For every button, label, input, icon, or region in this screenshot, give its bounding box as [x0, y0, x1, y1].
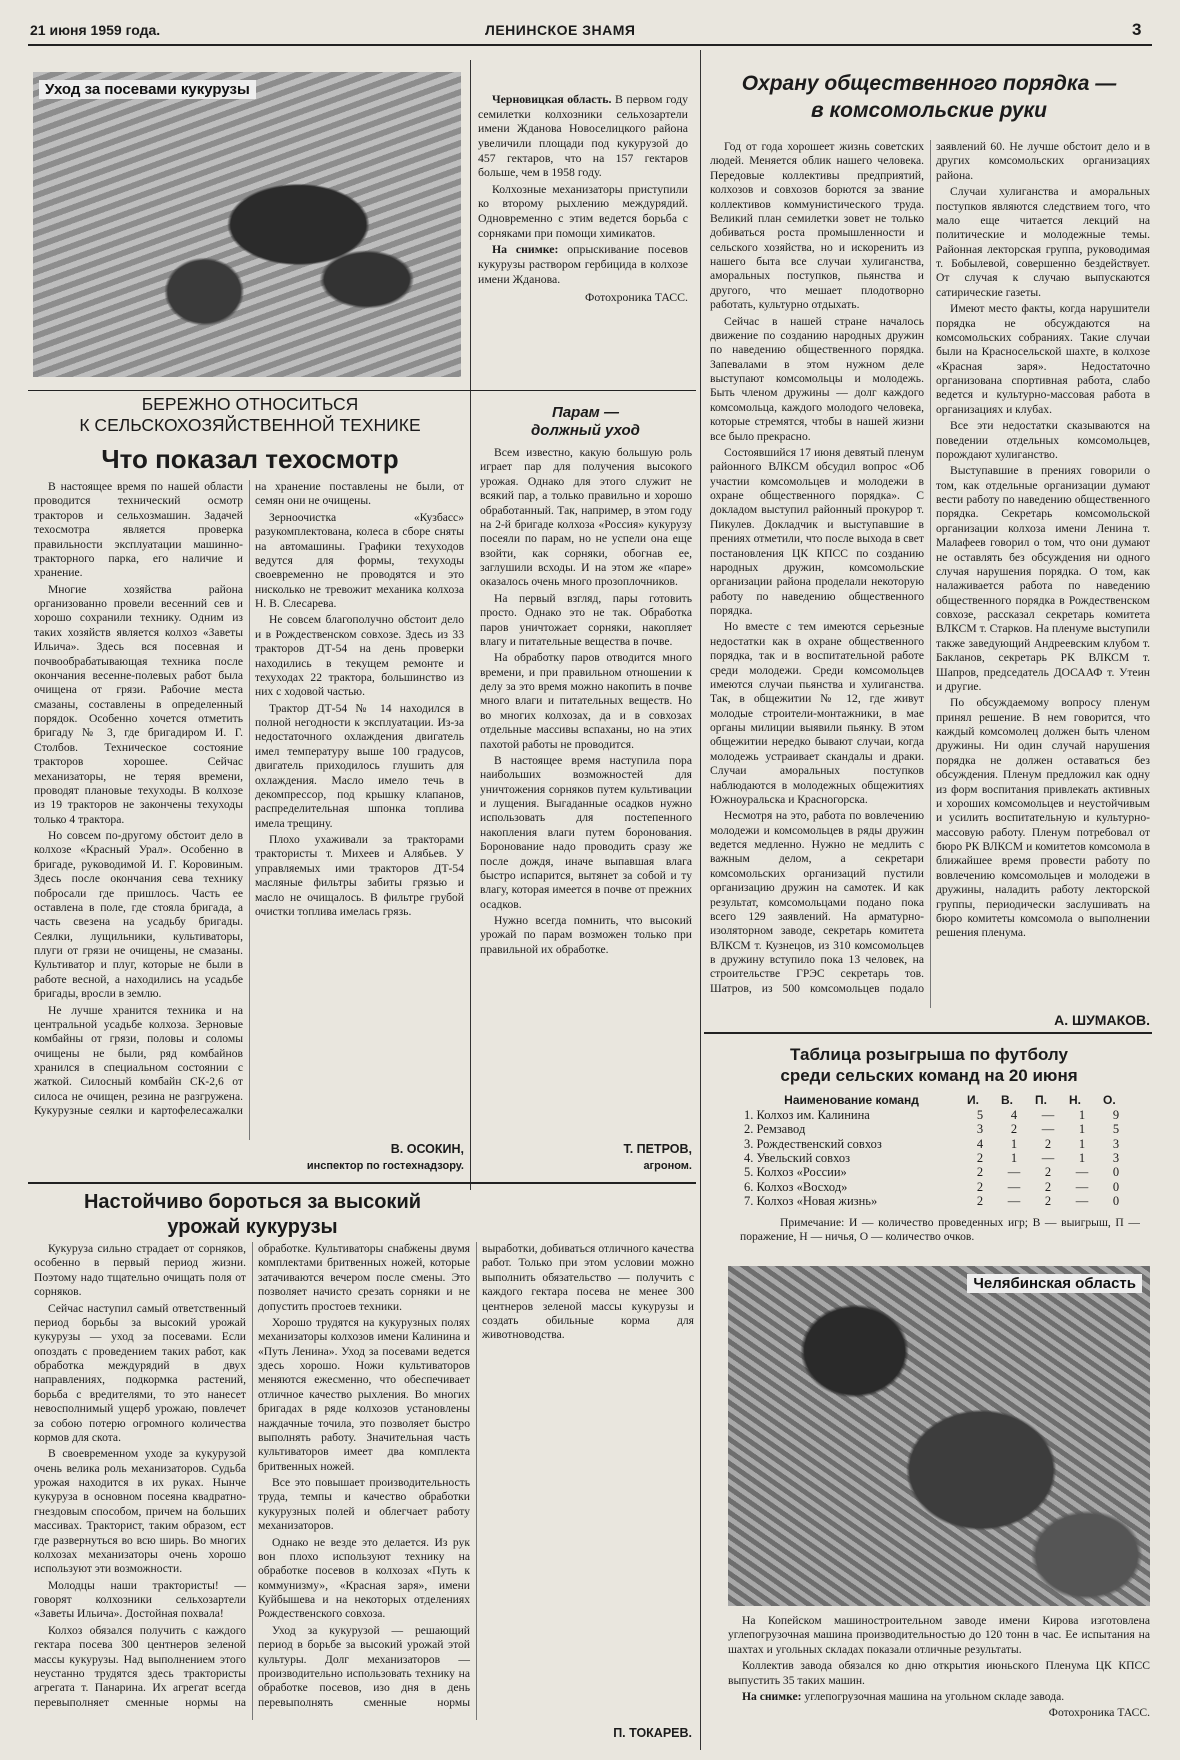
points: 0	[1112, 1165, 1120, 1180]
football-note: Примечание: И — количество проведенных игр; В — выигрыш, П — поражение, Н — ничья, О — количество очков.	[740, 1216, 1140, 1244]
draws: 1	[1078, 1107, 1086, 1122]
kukuruza-title-line-2: урожай кукурузы	[167, 1216, 338, 1238]
column-rule	[470, 60, 471, 1190]
article-paragraph: Хорошо трудятся на кукурузных полях механизаторы колхозов имени Калинина и «Путь Ленина». Уход за посевами ведется здесь хорошо. Ножи культиваторов меняются ежесменно, что обеспечивает отличное качество рыхления. Во многих бригадах в ряде колхозов установлены наждачные точила, это позволяет быстро выполнять работу. Значительная часть культиваторов имеет два комплекта бритвенных ножей.	[258, 1315, 470, 1473]
col-header: П.	[1035, 1093, 1047, 1107]
article-paragraph: На обработку паров отводится много времени, и при правильном отношении к делу за это время можно накопить в почве много влаги и питательных веществ. Но во многих колхозах, да и в совхозах отдельные массивы вспаханы, но на этих пахотой работы не проводится.	[480, 651, 692, 751]
article-paragraph: Не лучше хранится техника и на центральной усадьбе колхоза. Зерновые комбайны от грязи, половы и соломы очищены не были, ряд комбайнов хранился в специальном состоянии с жаткой. Силосный комбайн СК-2,6 от силоса не очищен, резина не разгружена. Кукурузные сеялки и картофелесажалки на хранение поставлены не были, от семян они не очищены.	[34, 480, 464, 1118]
techosmotr-author: В. ОСОКИН,	[390, 1142, 464, 1156]
param-author-role: агроном.	[643, 1160, 692, 1172]
article-paragraph: В настоящее время по нашей области проводится технический осмотр тракторов и сельхозмашин. Задачей техосмотра является проверка правильности эксплуатации машинно-тракторного парка, его наличие и хранение.	[34, 480, 243, 580]
football-title	[705, 1044, 1153, 1087]
corn-photo-text	[478, 92, 688, 384]
chelyabinsk-text-1: На Копейском машиностроительном заводе имени Кирова изготовлена углепогрузочная машина производительностью до 120 тонн в час. Ее испытания на шахтах и угольных складах показали отличные результаты.	[728, 1614, 1150, 1656]
table-row	[740, 1151, 1133, 1165]
ohrana-title-line-1: Охрану общественного порядка —	[741, 72, 1117, 95]
ohrana-title-line-2: в комсомольские руки	[810, 99, 1048, 123]
losses: —	[1041, 1122, 1055, 1137]
corn-text-2: Колхозные механизаторы приступили ко второму рыхлению междурядий. Одновременно с этим ведется борьба с сорняками при помощи химикатов.	[478, 181, 688, 240]
article-paragraph: Но вместе с тем имеются серьезные недостатки как в охране общественного порядка, так и в воспитательной работе среди молодежи. Среди комсомольцев имеются случаи пьянства и хулиганства. Так, в общежитии № 12, где живут молодые строители-монтажники, в мае органы милиции выявили пьянку. В этом общежитии нередко бывают случаи, когда молодежь устраивает скандалы и драки. Случаи аморальных поступков наблюдаются в молодежных общежитиях Южноуральска и Красногорска.	[710, 620, 924, 806]
article-paragraph: Всем известно, какую большую роль играет пар для получения высокого урожая. Однако для этого служит не всякий пар, а только правильно и хорошо обработанный. Так, например, в этом году на 2-й бригаде колхоза «Россия» кукурузу посеяли по парам, но не успели она еще взойти, как сорняки, обогнав ее, заглушили всходы. И на этом же «паре» оказалось очень много прозоплочников.	[480, 446, 692, 589]
table-row	[740, 1180, 1133, 1194]
article-paragraph: Случаи хулиганства и аморальных поступков являются следствием того, что мало еще читается лекций на политические и молодежные темы. Районная лекторская группа, руководимая т. Бобылевой, совершенно бездействует. От случая к случаю выпускаются сатирические газеты.	[936, 185, 1150, 299]
losses: 2	[1044, 1179, 1052, 1194]
techosmotr-title: Что показал техосмотр	[101, 444, 399, 474]
football-table	[740, 1094, 1133, 1208]
article-paragraph: Однако не везде это делается. Из рук вон плохо используют технику на обработке посевов в колхозах «Путь к коммунизму», «Красная заря», имени Куйбышева и на некоторых отделениях Рождественского совхоза.	[258, 1535, 470, 1621]
article-paragraph: Год от года хорошеет жизнь советских людей. Меняется облик нашего человека. Передовые коллективы предприятий, колхозов и совхозов борются за звание коллективов коммунистического труда. Великий план семилетки зовет не только добиваться роста промышленности и сельского хозяйства, но и искоренить из нашего быта все случаи хулиганства, аморальных поступков, пьянства и другого, что мешает плодотворно работать, культурно отдыхать.	[710, 140, 924, 312]
table-row	[740, 1165, 1133, 1179]
wins: 2	[1010, 1122, 1018, 1137]
team-name: 2. Ремзавод	[744, 1122, 806, 1137]
football-title-line-2: среди сельских команд на 20 июня	[780, 1066, 1078, 1086]
team-name: 7. Колхоз «Новая жизнь»	[744, 1194, 878, 1209]
article-paragraph: Все это повышает производительность труда, темпы и качество обработки кукурузных полей и облегчает работу механизаторов.	[258, 1476, 470, 1533]
article-paragraph: В настоящее время наступила пора наибольших возможностей для уничтожения сорняков путем культивации и лущения. Выгаданные осадков нужно использовать для постепенного накопления влаги путем боронования. Боронование надо проводить сразу же после дождя, иначе выпавшая влага быстро испарится, вытянет за собой и ту влагу, которая имеется в почве от прежних осадков.	[480, 753, 692, 911]
games: 4	[976, 1136, 984, 1151]
section-rule	[28, 390, 696, 391]
corn-field-photo	[33, 72, 461, 377]
param-author: Т. ПЕТРОВ,	[623, 1142, 692, 1156]
corn-caption-lead: На снимке:	[492, 242, 559, 257]
article-paragraph: Кукуруза сильно страдает от сорняков, особенно в первый период жизни. Поэтому надо тщательно очищать поля от сорняков.	[34, 1242, 246, 1299]
chelyabinsk-title: Челябинская область	[967, 1274, 1142, 1293]
col-header: Н.	[1069, 1093, 1081, 1107]
article-paragraph: Сейчас в нашей стране началось движение по созданию народных дружин по наведению общественного порядка. Запевалами в этом нужном деле выступают комсомольцы и молодежь. Быть членом дружины — долг каждого комсомольца, каждого молодого человека, которые стремятся, чтобы в нашей жизни все было прекрасно.	[710, 314, 924, 443]
corn-text-1: В первом году семилетки колхозники сельхозартели имени Жданова Новоселицкого района увеличили площади под кукурузой до 457 гектаров, что на 157 гектаров больше, чем в 1958 году.	[478, 92, 688, 180]
wins: 1	[1010, 1150, 1018, 1165]
param-title-line-2: должный уход	[531, 422, 640, 439]
techosmotr-body	[34, 480, 464, 1140]
article-paragraph: По обсуждаемому вопросу пленум принял решение. В нем говорится, что каждый комсомолец должен быть членом дружины. Ни один случай нарушения порядка не должен оставаться без обсуждения. Пленум предложил как одну из форм воспитания привлекать активных и хороших комсомольцев и неустойчивым и усилить воспитательную и культурно-массовую работу. Пленум потребовал от бюро РК ВЛКСМ и комитетов комсомола в ближайшее время провести работу по вовлечению комсомольцев и молодежи в дружины, наладить работу лекторской группы, периодически заслушивать на бюро комитеты комсомола о выполнении решения пленума.	[936, 696, 1150, 940]
coal-loader-photo	[728, 1266, 1150, 1606]
points: 0	[1112, 1194, 1120, 1209]
points: 3	[1112, 1150, 1120, 1165]
col-header: В.	[1001, 1093, 1013, 1107]
kicker-line-1: БЕРЕЖНО ОТНОСИТЬСЯ	[141, 394, 359, 414]
column-rule	[700, 50, 701, 1750]
chelyabinsk-caption-lead: На снимке:	[742, 1689, 802, 1703]
draws: —	[1075, 1165, 1089, 1180]
article-paragraph: Но совсем по-другому обстоит дело в колхозе «Красный Урал». Особенно в бригаде, руководимой И. Г. Коровиным. Здесь после окончания сева технику побросали где пришлось. Часть ее оставлена в поле, где стояла бригада, а часть свезена на усадьбу бригады. Сеялки, лущильники, культиваторы, плуги от грязи не очищены, не смазаны. Культиватор и плуг, которые не были в работе весной, а находились на усадьбе бригады, вросли в землю.	[34, 829, 243, 1001]
team-name: 3. Рождественский совхоз	[744, 1136, 882, 1151]
section-rule	[704, 1032, 1152, 1034]
kicker-line-2: К СЕЛЬСКОХОЗЯЙСТВЕННОЙ ТЕХНИКЕ	[79, 415, 421, 435]
games: 2	[976, 1194, 984, 1209]
losses: 2	[1044, 1194, 1052, 1209]
article-paragraph: Все эти недостатки сказываются на поведении отдельных комсомольцев, порождают хулиганство.	[936, 419, 1150, 461]
games: 2	[976, 1150, 984, 1165]
chelyabinsk-text	[728, 1614, 1150, 1754]
wins: 1	[1010, 1136, 1018, 1151]
table-row	[740, 1194, 1133, 1208]
ohrana-body	[710, 140, 1150, 1008]
football-title-line-1: Таблица розыгрыша по футболу	[790, 1045, 1068, 1064]
article-paragraph: Нужно всегда помнить, что высокий урожай по парам возможен только при правильной их обработке.	[480, 914, 692, 956]
section-rule	[28, 1182, 696, 1184]
ohrana-title	[705, 70, 1153, 125]
article-paragraph: Зерноочистка «Кузбасс» разукомплектована, колеса в сборе сняты на автомашины. Графики техуходов ведутся для формы, техуходы своевременно не проводятся и это нисколько не тревожит механика колхоза Н. В. Слесарева.	[255, 510, 464, 610]
ohrana-author: А. ШУМАКОВ.	[1054, 1012, 1150, 1028]
corn-credit: Фотохроника ТАСС.	[585, 290, 688, 305]
article-paragraph: Сейчас наступил самый ответственный период борьбы за высокий урожай кукурузы — уход за посевами. Если опоздать с проведением таких работ, как обработка междурядий в двух направлениях, подкормка растений, борьба с вредителями, то это нанесет невосполнимый ущерб урожаю, повлечет за собою потерю огромного количества кормов для скота.	[34, 1301, 246, 1444]
kukuruza-author: П. ТОКАРЕВ.	[613, 1726, 692, 1740]
article-paragraph: Трактор ДТ-54 № 14 находился в полной негодности к эксплуатации. Из-за недостаточного охлаждения двигатель имел температуру выше 100 градусов, двигатель приходилось глушить для охлаждения. Масло имело течь в декомпрессор, под крышку клапанов, распределительная шпонка топлива имела трещину.	[255, 701, 464, 830]
article-paragraph: Не совсем благополучно обстоит дело и в Рождественском совхозе. Здесь из 33 тракторов ДТ-54 на день проверки находились в текущем ремонте и техуходах 22 трактора, большинство из них с ходовой частью.	[255, 613, 464, 699]
article-paragraph: Плохо ухаживали за тракторами трактористы т. Михеев и Алябьев. У управляемых ими тракторов ДТ-54 масляные фильтры забиты грязью и масло не очищалось. В фильтре грубой очистки топлива имелась грязь.	[255, 833, 464, 918]
team-name: 1. Колхоз им. Калинина	[744, 1107, 870, 1122]
kukuruza-body	[34, 1242, 694, 1720]
corn-caption: опрыскивание посевов кукурузы раствором гербицида в колхозе имени Жданова.	[478, 242, 688, 286]
draws: 1	[1078, 1122, 1086, 1137]
draws: 1	[1078, 1150, 1086, 1165]
table-header-row	[740, 1094, 1133, 1108]
team-name: 5. Колхоз «России»	[744, 1165, 847, 1180]
wins: 4	[1010, 1107, 1018, 1122]
points: 5	[1112, 1122, 1120, 1137]
article-paragraph: Многие хозяйства района организованно провели весенний сев и хорошо сохранили технику. Одним из таких хозяйств является колхоз «Заветы Ильича». Здесь вся посевная и почвообрабатывающая техника после окончания весенне-полевых работ была очищена от грязи. Рабочие места смазаны, составлены в определенный порядок. Особенно хочется отметить бригаду № 3, где бригадиром И. Г. Столбов. Техническое состояние тракторов хорошее. Сейчас механизаторы, не теряя времени, проводят плановые техуходы. В колхозе из 19 тракторов не закончены техуходы только 4 трактора.	[34, 582, 243, 826]
article-paragraph: В своевременном уходе за кукурузой очень велика роль механизаторов. Судьба урожая находится в их руках. Нынче кукуруза в основном посеяна квадратно-гнездовым способом, причем на больших массивах. Тракторист, таким образом, ест где развернуться во всю ширь. Во многих колхозах механизаторы очень хорошо используют эти возможности.	[34, 1447, 246, 1576]
points: 9	[1112, 1107, 1120, 1122]
games: 3	[976, 1122, 984, 1137]
chelyabinsk-credit: Фотохроника ТАСС.	[1048, 1706, 1150, 1720]
team-name: 6. Колхоз «Восход»	[744, 1179, 848, 1194]
chelyabinsk-caption: углепогрузочная машина на угольном складе завода.	[804, 1689, 1065, 1703]
games: 5	[976, 1107, 984, 1122]
techosmotr-author-role: инспектор по гостехнадзору.	[306, 1160, 464, 1172]
kukuruza-title	[30, 1190, 475, 1240]
article-paragraph: Уход за кукурузой — решающий период в борьбе за высокий урожай этой культуры. Долг механизаторов — производительно использовать технику на обработке посевов, изо дня в день перевыполнять сменные нормы выработки, добиваться отличного качества работ. Только при этом условии можно выполнить обязательство — получить с каждого гектара посева не менее 300 центнеров зеленой массы кукурузы и создать обильные корма для животноводства.	[258, 1242, 694, 1709]
newspaper-name: ЛЕНИНСКОЕ ЗНАМЯ	[485, 22, 636, 38]
article-paragraph: Молодцы наши трактористы! — говорят колхозники сельхозартели «Заветы Ильича». Достойная похвала!	[34, 1578, 246, 1621]
points: 3	[1112, 1136, 1120, 1151]
article-paragraph: Несмотря на это, работа по вовлечению молодежи и комсомольцев в ряды дружин ведется медленно. Нужно не медлить с важным делом, а секретари комсомольских организаций пустили организацию дружин на самотек. И как результат, комсомольцами подано пока всего 129 заявлений. На арматурно-изоляторном заводе, секретарь комитета ВЛКСМ т. Кузнецов, из 310 комсомольцев в дружину вступило пока 13 человек, на строительстве ГРЭС секретарь тов. Шатров, из 500 комсомольцев подало заявлений 60. Не лучше обстоит дело и в других комсомольских организациях района.	[710, 140, 1150, 995]
chelyabinsk-text-2: Коллектив завода обязался ко дню открытия июньского Пленума ЦК КПСС выпустить 35 таких машин.	[728, 1659, 1150, 1687]
table-row	[740, 1137, 1133, 1151]
losses: 2	[1044, 1165, 1052, 1180]
kukuruza-title-line-1: Настойчиво бороться за высокий	[83, 1191, 422, 1213]
article-paragraph: Колхоз обязался получить с каждого гектара посева 300 центнеров зеленой массы кукурузы. Над выполнением этого неустанно трудятся здесь трактористы агрегата т. Панарина. Их агрегат всегда перевыполняет сменные нормы на обработке. Культиваторы снабжены двумя комплектами бритвенных ножей, которые затачиваются вечером после смены. Это позволяет начисто срезать сорняки и не допустить простоев техники.	[34, 1242, 470, 1709]
losses: 2	[1044, 1136, 1052, 1151]
page-number: 3	[1132, 20, 1142, 39]
header-rule	[28, 44, 1152, 46]
losses: —	[1041, 1107, 1055, 1122]
wins: —	[1007, 1179, 1021, 1194]
param-title	[478, 404, 693, 440]
col-header: Наименование команд	[784, 1093, 919, 1107]
article-paragraph: Выступавшие в прениях говорили о том, как отдельные организации думают вести работу по наведению общественного порядка. Секретарь комсомольской организации колхоза имени Ленина т. Малафеев говорил о том, что они думают не оставлять без обсуждения ни одного случая нарушения порядка. О том, как налаживается работа по наведению общественного порядка в Рождественском совхозе, рассказал секретарь комитета ВЛКСМ т. Старков. На пленуме выступили также заведующий Андреевским клубом т. Бакланов, секретарь РК ВЛКСМ т. Шапров, председатель ДОСААФ т. Утеин и другие.	[936, 464, 1150, 693]
draws: 1	[1078, 1136, 1086, 1151]
issue-date: 21 июня 1959 года.	[30, 22, 161, 38]
draws: —	[1075, 1194, 1089, 1209]
wins: —	[1007, 1194, 1021, 1209]
col-header: О.	[1103, 1093, 1116, 1107]
corn-region: Черновицкая область.	[492, 92, 612, 106]
col-header: И.	[967, 1093, 979, 1107]
table-row	[740, 1108, 1133, 1122]
table-row	[740, 1122, 1133, 1136]
losses: —	[1041, 1150, 1055, 1165]
games: 2	[976, 1165, 984, 1180]
param-body	[480, 446, 692, 1136]
wins: —	[1007, 1165, 1021, 1180]
techosmotr-kicker	[30, 394, 470, 436]
article-paragraph: Имеют место факты, когда нарушители порядка не обсуждаются на комсомольских собраниях. Такие случаи были на Красносельской шахте, в колхозе «Красная заря». Недостаточно организована спортивная работа, слабо ведется и культурно-массовая работа в организациях и клубах.	[936, 302, 1150, 416]
param-title-line-1: Парам —	[552, 404, 619, 421]
team-name: 4. Увельский совхоз	[744, 1150, 851, 1165]
points: 0	[1112, 1179, 1120, 1194]
article-paragraph: На первый взгляд, пары готовить просто. Однако это не так. Обработка паров уничтожает сорняки, накопляет влагу и питательные вещества в почве.	[480, 591, 692, 648]
draws: —	[1075, 1179, 1089, 1194]
corn-photo-title: Уход за посевами кукурузы	[39, 80, 256, 99]
article-paragraph: Состоявшийся 17 июня девятый пленум районного ВЛКСМ обсудил вопрос «Об участии комсомольцев и молодежи в охране общественного порядка». С докладом выступил районный прокурор т. Пикулев. Докладчик и выступавшие в прениях отметили, что после выхода в свет постановления ЦК КПСС по созданию народных дружин, комсомольские организации района проделали некоторую работу по наведению общественного порядка.	[710, 445, 924, 617]
games: 2	[976, 1179, 984, 1194]
